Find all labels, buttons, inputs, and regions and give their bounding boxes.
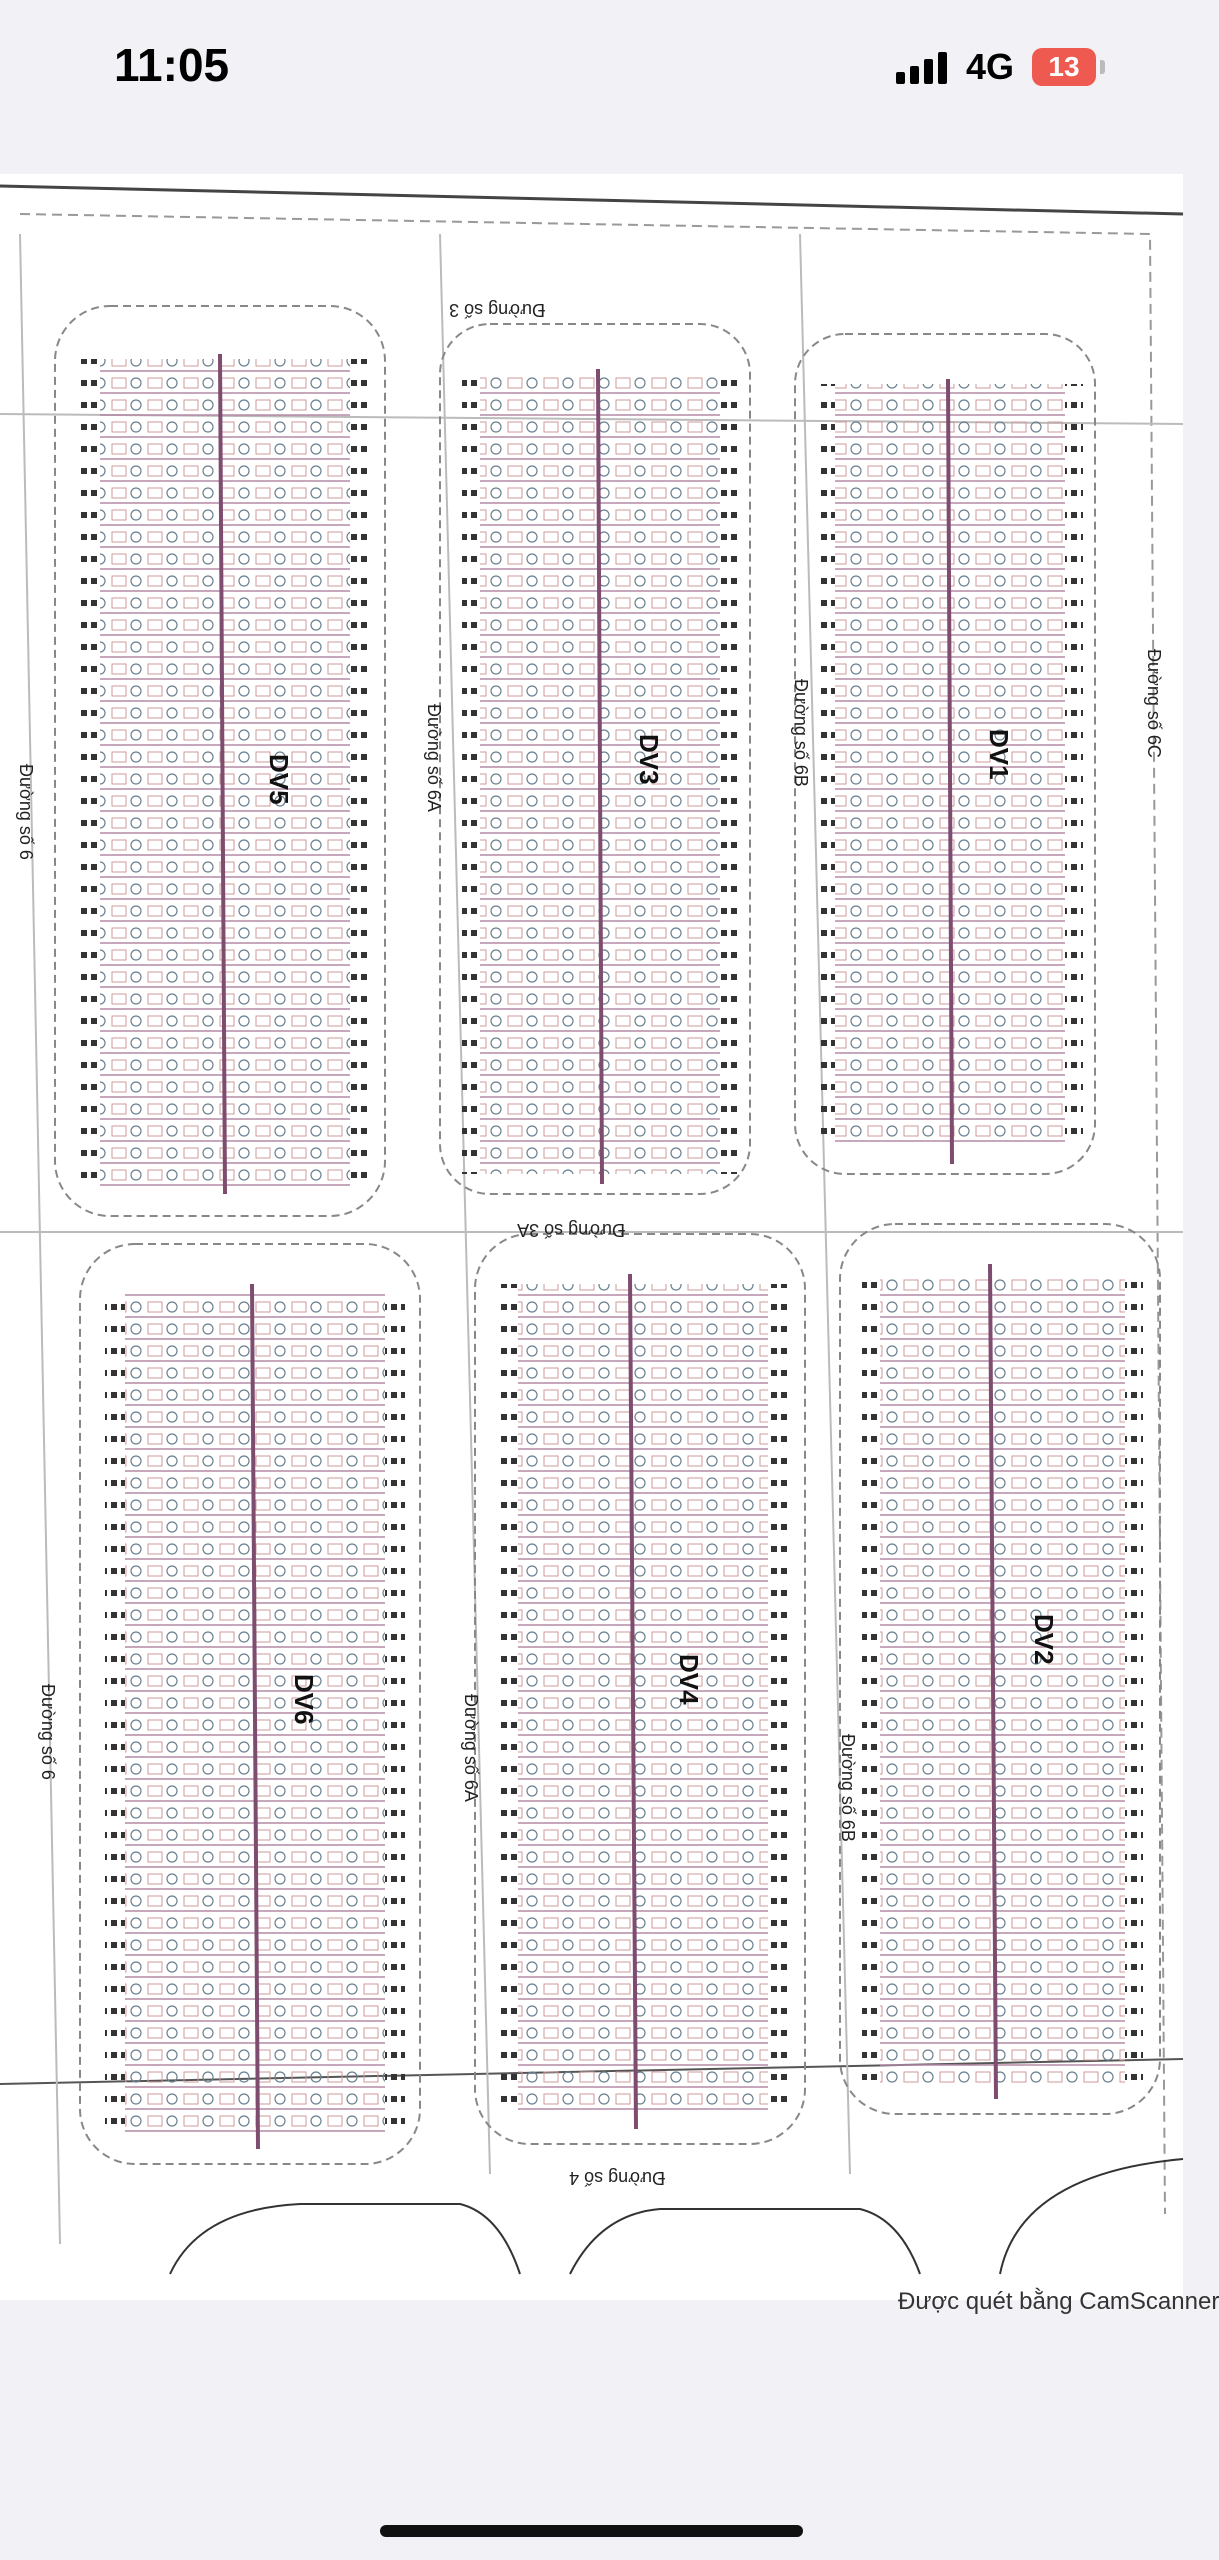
network-label: 4G — [966, 46, 1015, 87]
road-label-6a-bottom: Đường số 6A — [461, 1694, 481, 1802]
block-label-dv2: DV2 — [1029, 1614, 1059, 1665]
road-label-4: Đường số 4 — [569, 2168, 665, 2188]
block-dv3 — [440, 324, 750, 1194]
road-label-6b-top: Đường số 6B — [791, 679, 811, 787]
home-indicator[interactable] — [380, 2525, 803, 2537]
status-bar — [0, 0, 1183, 140]
road-label-3: Đường số 3 — [449, 300, 545, 320]
road-label-6b-bottom: Đường số 6B — [838, 1734, 858, 1842]
block-dv5 — [55, 306, 385, 1216]
block-label-dv4: DV4 — [674, 1654, 704, 1705]
road-label-6a-top: Đường số 6A — [424, 704, 444, 812]
scan-caption: Được quét bằng CamScanner — [898, 2288, 1219, 2315]
block-dv4 — [475, 1234, 805, 2144]
battery-level: 13 — [1048, 51, 1080, 82]
road-label-6-bottom: Đường số 6 — [38, 1684, 58, 1780]
signal-icon — [896, 52, 952, 84]
status-time: 11:05 — [114, 39, 230, 91]
block-dv6 — [80, 1244, 420, 2164]
road-label-6c: Đường số 6C — [1144, 649, 1164, 758]
block-label-dv6: DV6 — [289, 1674, 319, 1725]
road-label-3a: Đường số 3A — [517, 1220, 625, 1240]
battery-cap — [1100, 60, 1105, 74]
block-label-dv3: DV3 — [634, 734, 664, 785]
road-label-6-top: Đường số 6 — [16, 764, 36, 860]
block-dv2 — [840, 1224, 1160, 2114]
block-dv1 — [795, 334, 1095, 1174]
block-label-dv1: DV1 — [984, 729, 1014, 780]
land-plot-map[interactable] — [0, 174, 1183, 2300]
battery-icon — [1032, 48, 1096, 86]
block-label-dv5: DV5 — [264, 754, 294, 805]
